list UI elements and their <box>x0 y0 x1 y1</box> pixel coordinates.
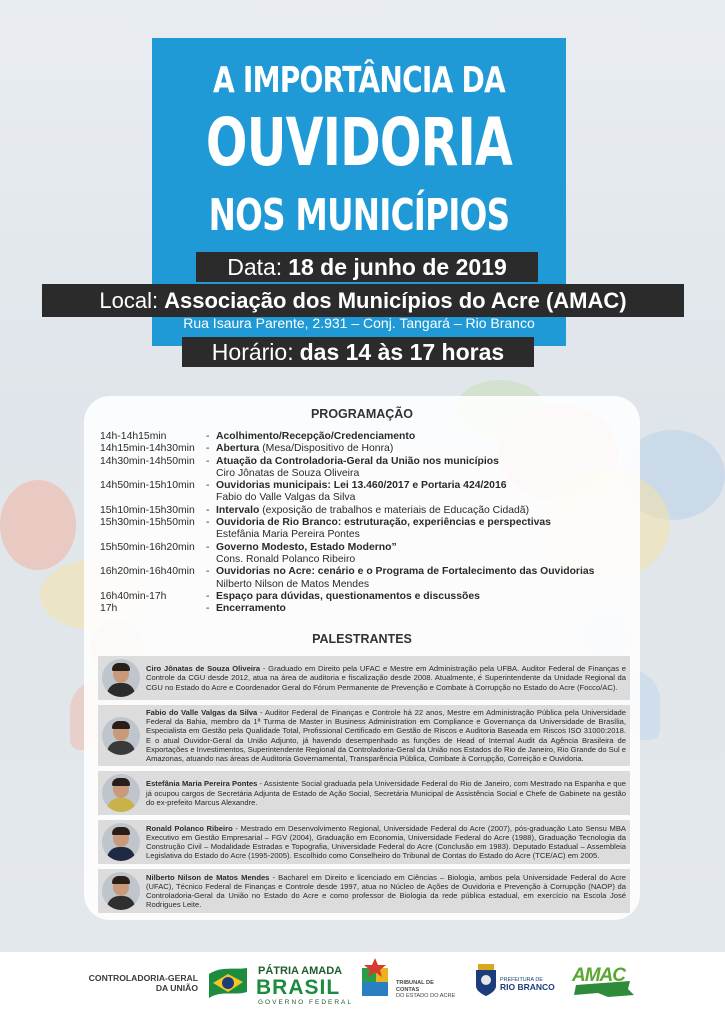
schedule-time: 17h <box>100 603 118 615</box>
schedule-activity-title: Atuação da Controladoria-Geral da União nos municípios <box>216 455 499 467</box>
date-label: Data: <box>227 253 283 280</box>
schedule-dash <box>206 492 216 504</box>
schedule-activity <box>216 554 640 566</box>
schedule-activity-title: Espaço para dúvidas, questionamentos e discussões <box>216 590 480 602</box>
schedule-activity <box>216 492 640 504</box>
schedule-activity-title: Intervalo <box>216 504 260 516</box>
schedule-row <box>100 480 640 492</box>
schedule-dash: - <box>206 455 210 467</box>
speaker-photo <box>102 872 140 910</box>
date-bar <box>196 252 538 282</box>
schedule-time <box>100 554 206 566</box>
speaker-name: Ciro Jônatas de Souza Oliveira <box>146 664 261 674</box>
rb-line-1: PREFEITURA DE <box>500 977 543 983</box>
amac-text: AMAC <box>572 965 625 986</box>
schedule-row <box>100 443 640 455</box>
schedule-activity <box>216 443 640 455</box>
schedule-activity-detail: Nilberto Nilson de Matos Mendes <box>216 578 370 590</box>
title-line-2: OUVIDORIA <box>205 104 513 181</box>
palestrantes-heading: PALESTRANTES <box>312 632 412 646</box>
schedule-time <box>100 579 206 591</box>
brasil-flag-icon <box>207 966 249 1002</box>
speaker-photo <box>102 774 140 812</box>
speaker-name: Ronald Polanco Ribeiro <box>146 823 233 833</box>
schedule-activity-title: Abertura <box>216 443 260 455</box>
rb-line-2: RIO BRANCO <box>500 982 555 992</box>
schedule-activity <box>216 591 640 603</box>
schedule-dash <box>206 468 216 480</box>
schedule-dash: - <box>206 480 210 492</box>
tce-text <box>396 980 456 1000</box>
speaker-name: Estefânia Maria Pereira Pontes <box>146 779 258 789</box>
schedule-row <box>100 492 640 504</box>
speaker-bio-text: - Auditor Federal de Finanças e Controle há 22 anos, Mestre em Administração Pública pela Universidade Federal da Bahia, membro da 1ª Turma de Master in Business Administration em Compliance e Governança da Universidade de Brasília, Especialista em Gestão pela Qualidade Total, Profissional Certificado em Gestão de Riscos e Auditoria Baseada em Riscos ISO 31000:2018. E o atual Ouvidor-Geral da União Adjunto, já havendo desempenhado as funções de Head of Internal Audit da Agência Brasileira de Exportações e Investimentos, Superintendente Regional da Controladoria-Geral da União nos Estados do Rio de Janeiro, Rio Grande do Sul e Amazonas, atuando nas áreas de Auditoria Governamental, Transparência Pública, Combate à Corrupção, Correição e Ouvidoria. <box>146 708 626 764</box>
speaker-name: Nilberto Nilson de Matos Mendes <box>146 872 270 882</box>
schedule-row <box>100 591 640 603</box>
schedule-activity <box>216 566 640 578</box>
date-value: 18 de junho de 2019 <box>288 253 507 280</box>
schedule-activity-title: Encerramento <box>216 603 286 615</box>
patria-amada-text: PÁTRIA AMADA <box>258 965 343 977</box>
speaker-bio-text: - Mestrado em Desenvolvimento Regional, Universidade Federal do Acre (2007), pós-graduação Lato Sensu MBA Executivo em Gestão Empresarial – FGV (2004), Graduação em Economia, Universidade Federal do Acre (1988), Graduação Tecnologia da Construção Civil – Modalidade Estradas e Topografia, Universidade Federal do Acre (Conclusão em 1983). Deputado Estadual – Assembleia Legislativa do Estado do Acre (1995-2005). Escolhido como Conselheiro do Tribunal de Contas do Estado do Acre (TCE/AC) em 2005. <box>146 823 626 861</box>
schedule-activity-title: Ouvidorias no Acre: cenário e o Programa de Fortalecimento das Ouvidorias <box>216 566 595 578</box>
speaker-bio-text: - Assistente Social graduada pela Universidade Federal do Rio de Janeiro, com Mestrado na Espanha e que já ocupou cargos de Secretária Adjunta de Estado de Ação Social, Secretária Municipal de Assistência Social e Chefe de Gabinete na gestão do ex-prefeito Marcus Alexandre. <box>146 779 626 807</box>
schedule-dash: - <box>206 541 210 553</box>
speaker-photo <box>102 823 140 861</box>
schedule-row <box>100 517 640 529</box>
brasil-text: BRASIL <box>256 976 341 999</box>
schedule-time: 15h30min-15h50min <box>100 517 195 529</box>
schedule-row <box>100 603 640 615</box>
schedule-row <box>100 468 640 480</box>
schedule-activity-detail: Estefânia Maria Pereira Pontes <box>216 529 360 541</box>
speaker-card <box>98 820 630 864</box>
schedule-activity-detail: Fabio do Valle Valgas da Silva <box>216 492 356 504</box>
schedule-dash <box>206 579 216 591</box>
schedule-row <box>100 542 640 554</box>
place-bar <box>42 284 684 317</box>
schedule-row <box>100 505 640 517</box>
schedule-row <box>100 529 640 541</box>
schedule-time <box>100 492 206 504</box>
schedule-activity <box>216 603 640 615</box>
schedule-activity <box>216 579 640 591</box>
schedule-activity <box>216 456 640 468</box>
speaker-bio <box>146 873 626 910</box>
schedule-time: 14h-14h15min <box>100 431 167 442</box>
title-line-1: A IMPORTÂNCIA DA <box>212 60 506 101</box>
speaker-bio <box>146 824 626 861</box>
schedule-activity <box>216 431 640 443</box>
schedule-activity <box>216 529 640 541</box>
time-label: Horário: <box>211 338 294 365</box>
speaker-bio <box>146 779 626 807</box>
schedule-activity-title: Acolhimento/Recepção/Credenciamento <box>216 431 416 442</box>
speaker-card <box>98 869 630 913</box>
schedule-activity <box>216 468 640 480</box>
schedule-dash: - <box>206 504 210 516</box>
place-value: Associação dos Municípios do Acre (AMAC) <box>164 287 627 313</box>
speaker-bio-text: - Graduado em Direito pela UFAC e Mestre em Administração pela UFBA. Auditor Federal de Finanças e Controle da CGU desde 2012, atua na área de auditoria e fiscalização desde 2008. Atualmente, é Superintendente da Unidade Regional da CGU no Estado do Acre e Coordenador Geral do Fórum Permanente de Prevenção e Combate à Corrupção no Estado do Acre (Focco/AC). <box>146 664 626 692</box>
schedule-dash: - <box>206 590 210 602</box>
schedule-list <box>100 431 640 615</box>
rio-branco-crest-icon <box>474 962 498 998</box>
speaker-bio <box>146 664 626 692</box>
schedule-activity-title: Governo Modesto, Estado Moderno” <box>216 541 397 553</box>
schedule-time: 16h20min-16h40min <box>100 566 195 578</box>
schedule-time: 14h30min-14h50min <box>100 455 195 467</box>
schedule-activity <box>216 480 640 492</box>
decor-bubble <box>0 480 76 570</box>
governo-federal-text: GOVERNO FEDERAL <box>258 999 354 1006</box>
speaker-card <box>98 656 630 700</box>
rio-branco-text <box>500 977 555 991</box>
cgu-logo-text <box>88 973 198 993</box>
schedule-activity <box>216 505 640 517</box>
schedule-row <box>100 566 640 578</box>
schedule-time: 14h15min-14h30min <box>100 443 195 455</box>
time-bar <box>182 337 534 367</box>
programacao-heading: PROGRAMAÇÃO <box>310 407 414 421</box>
speaker-bio <box>146 708 626 763</box>
schedule-row <box>100 554 640 566</box>
schedule-dash: - <box>206 431 210 442</box>
speaker-photo <box>102 659 140 697</box>
cgu-line-1: CONTROLADORIA-GERAL <box>88 973 198 983</box>
speaker-bio-text: - Bacharel em Direito e licenciado em Ciências – Biologia, ambos pela Universidade Federal do Acre (UFAC), Técnico Federal de Finanças e Controle desde 1997, atua no Núcleo de Ações de Ouvidoria e Prevenção à Corrupção (NAOP) da Controladoria-Geral da União no Estado do Acre e como professor de Biologia da rede pública estadual, em exercício na Escola José Rodrigues Leite. <box>146 872 627 910</box>
schedule-activity <box>216 517 640 529</box>
cgu-line-2: DA UNIÃO <box>155 983 198 993</box>
schedule-dash <box>206 529 216 541</box>
tce-line-1: TRIBUNAL DE CONTAS <box>396 980 434 993</box>
schedule-row <box>100 579 640 591</box>
schedule-activity <box>216 542 640 554</box>
schedule-activity-title: Ouvidoria de Rio Branco: estruturação, experiências e perspectivas <box>216 517 551 529</box>
schedule-row <box>100 456 640 468</box>
schedule-time <box>100 529 206 541</box>
schedule-time <box>100 468 206 480</box>
tce-logo-icon <box>358 958 392 1000</box>
schedule-dash: - <box>206 603 210 615</box>
schedule-activity-detail: (exposição de trabalhos e materiais de Educação Cidadã) <box>259 504 530 516</box>
schedule-dash: - <box>206 443 210 455</box>
place-label: Local: <box>99 287 159 313</box>
schedule-activity-detail: Cons. Ronald Polanco Ribeiro <box>216 553 356 565</box>
schedule-dash: - <box>206 566 210 578</box>
speaker-photo <box>102 717 140 755</box>
tce-line-2: DO ESTADO DO ACRE <box>396 993 456 999</box>
schedule-time: 15h50min-16h20min <box>100 541 195 553</box>
schedule-activity-detail: (Mesa/Dispositivo de Honra) <box>259 443 394 455</box>
schedule-activity-title: Ouvidorias municipais: Lei 13.460/2017 e Portaria 424/2016 <box>216 480 507 492</box>
schedule-dash <box>206 554 216 566</box>
time-value: das 14 às 17 horas <box>299 338 505 365</box>
speakers-list <box>98 656 630 918</box>
title-line-3: NOS MUNICÍPIOS <box>208 190 510 241</box>
schedule-time: 16h40min-17h <box>100 590 167 602</box>
schedule-dash: - <box>206 517 210 529</box>
schedule-activity-detail: Ciro Jônatas de Souza Oliveira <box>216 467 360 479</box>
speaker-name: Fabio do Valle Valgas da Silva <box>146 708 258 717</box>
schedule-time: 14h50min-15h10min <box>100 480 195 492</box>
address: Rua Isaura Parente, 2.931 – Conj. Tangará – Rio Branco <box>183 315 535 331</box>
schedule-row <box>100 431 640 443</box>
speaker-card <box>98 705 630 766</box>
schedule-time: 15h10min-15h30min <box>100 504 195 516</box>
speaker-card <box>98 771 630 815</box>
